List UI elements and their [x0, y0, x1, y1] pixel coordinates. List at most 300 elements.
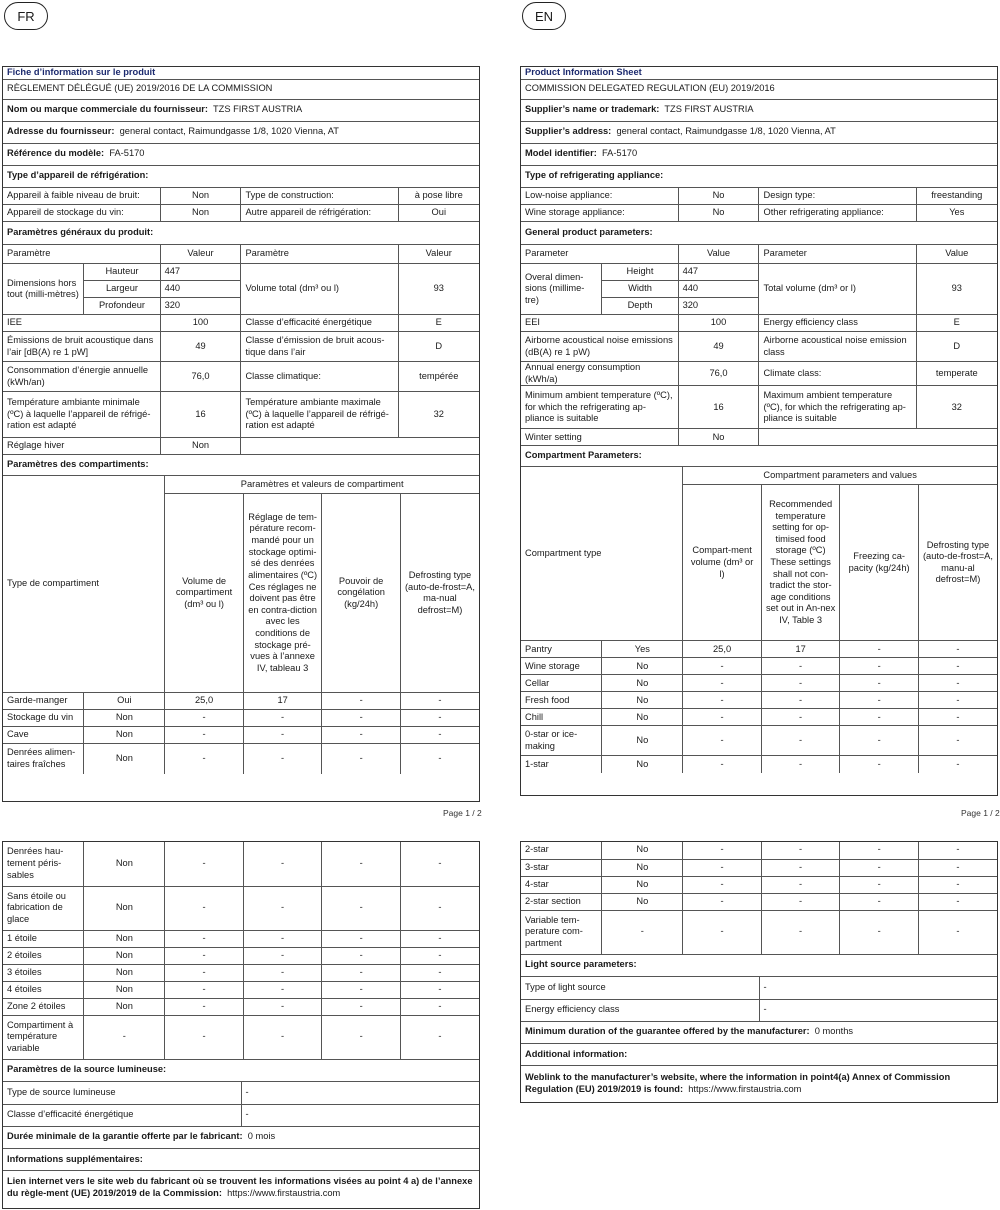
- table-cell: -: [761, 756, 840, 773]
- table-cell: Compart-ment volume (dm³ or l): [683, 485, 762, 641]
- table-cell: -: [761, 842, 840, 859]
- table-cell: Depth: [602, 298, 678, 315]
- table-cell: -: [683, 910, 762, 954]
- table-cell: -: [918, 842, 997, 859]
- compartment-name: 3 étoiles: [3, 964, 84, 981]
- fr-weblink-cell: [3, 1171, 479, 1205]
- en-sheet-page-2: [520, 841, 998, 1103]
- compartment-name: Garde-manger: [3, 693, 84, 710]
- table-cell: temperate: [916, 362, 997, 386]
- table-cell: -: [918, 910, 997, 954]
- table-cell: -: [918, 692, 997, 709]
- table-cell: Classe d’efficacité énergétique: [3, 1104, 241, 1126]
- table-cell: -: [241, 1104, 479, 1126]
- table-cell: -: [322, 981, 401, 998]
- table-cell: No: [602, 842, 683, 859]
- en-sheet-page-1: [520, 66, 998, 796]
- table-cell: -: [761, 893, 840, 910]
- table-cell: -: [840, 641, 919, 658]
- lang-badge-fr: [4, 2, 48, 30]
- table-cell: Type de construction:: [241, 188, 398, 205]
- fr-guarantee-row-cell: [3, 1127, 479, 1149]
- table-cell: -: [761, 675, 840, 692]
- table-cell: Width: [602, 281, 678, 298]
- table-cell: Réglage de tem-pérature recom-mandé pour un stockage optimi-sé des denrées alimentaires (ºC) Ces réglages ne doivent pas être en contra-diction avec les conditions de stockage pré-vues à l’annexe IV, tableau 3: [243, 494, 322, 693]
- compartment-name: 4 étoiles: [3, 981, 84, 998]
- table-cell: -: [918, 726, 997, 756]
- table-cell: tempérée: [398, 362, 479, 392]
- table-cell: -: [322, 842, 401, 886]
- table-cell: No: [602, 692, 683, 709]
- table-cell: Compartment parameters and values: [683, 467, 997, 485]
- table-cell: -: [840, 876, 919, 893]
- en-sheet-title: Product Information Sheet: [521, 67, 997, 79]
- table-cell: Height: [602, 264, 678, 281]
- table-cell: Maximum ambient temperature (ºC), for which the refrigerating ap-pliance is suitable: [759, 386, 916, 429]
- table-cell: Yes: [916, 205, 997, 222]
- table-cell: Winter setting: [521, 429, 678, 446]
- table-cell: Type de compartiment: [3, 476, 165, 693]
- table-cell: 93: [398, 264, 479, 315]
- table-cell: -: [400, 744, 479, 774]
- table-cell: 447: [160, 264, 241, 281]
- table-cell: -: [400, 886, 479, 930]
- en-weblink[interactable]: https://www.firstaustria.com: [688, 1083, 802, 1094]
- table-cell: -: [243, 744, 322, 774]
- table-cell: Airborne acoustical noise emissions (dB(A) re 1 pW): [521, 332, 678, 362]
- fr-address-row-cell: [3, 121, 479, 143]
- compartment-name: 3-star: [521, 859, 602, 876]
- table-cell: Émissions de bruit acoustique dans l’air [dB(A) re 1 pW]: [3, 332, 160, 362]
- table-cell: E: [398, 315, 479, 332]
- table-cell: -: [322, 998, 401, 1015]
- table-row: [521, 675, 997, 692]
- en-general-heading: General product parameters:: [521, 222, 997, 244]
- table-cell: Autre appareil de réfrigération:: [241, 205, 398, 222]
- table-cell: -: [759, 977, 997, 999]
- fr-guarantee-label: Durée minimale de la garantie offerte par le fabricant:: [7, 1131, 243, 1142]
- table-cell: -: [165, 998, 244, 1015]
- table-cell: -: [322, 886, 401, 930]
- table-cell: -: [165, 981, 244, 998]
- table-cell: Defrosting type (auto-de-frost=A, manu-al defrost=M): [918, 485, 997, 641]
- fr-sheet-page-2: [2, 841, 480, 1209]
- table-cell: Other refrigerating appliance:: [759, 205, 916, 222]
- compartment-name: 0-star or ice-making: [521, 726, 602, 756]
- en-guarantee-row-cell: [521, 1022, 997, 1044]
- compartment-name: Denrées alimen-taires fraîches: [3, 744, 84, 774]
- table-cell: -: [243, 727, 322, 744]
- table-cell: Paramètre: [241, 245, 398, 264]
- compartment-name: Zone 2 étoiles: [3, 998, 84, 1015]
- table-cell: Paramètre: [3, 245, 160, 264]
- table-cell: Pouvoir de congélation (kg/24h): [322, 494, 401, 693]
- table-cell: No: [602, 658, 683, 675]
- table-cell: Climate class:: [759, 362, 916, 386]
- fr-compartment-table: [3, 476, 479, 774]
- table-cell: 93: [916, 264, 997, 315]
- table-cell: 32: [398, 392, 479, 438]
- table-cell: Non: [84, 964, 165, 981]
- table-cell: -: [243, 930, 322, 947]
- table-cell: 16: [160, 392, 241, 438]
- table-cell: -: [918, 859, 997, 876]
- table-cell: Oui: [84, 693, 165, 710]
- table-row: [3, 886, 479, 930]
- table-cell: -: [243, 1015, 322, 1059]
- fr-type-table: [3, 188, 479, 223]
- en-model-label: Model identifier:: [525, 148, 597, 159]
- table-cell: Classe d’émission de bruit acous-tique dans l’air: [241, 332, 398, 362]
- table-cell: -: [840, 675, 919, 692]
- table-row: [3, 964, 479, 981]
- table-row: [521, 726, 997, 756]
- en-header-table: [521, 67, 997, 188]
- lang-badge-en: [522, 2, 566, 30]
- en-address-value: general contact, Raimundgasse 1/8, 1020 Vienna, AT: [616, 126, 836, 137]
- table-cell: Non: [84, 998, 165, 1015]
- table-cell: -: [761, 859, 840, 876]
- table-row: [521, 692, 997, 709]
- table-cell: -: [683, 842, 762, 859]
- table-cell: -: [683, 658, 762, 675]
- table-cell: No: [602, 859, 683, 876]
- table-cell: -: [840, 859, 919, 876]
- table-cell: à pose libre: [398, 188, 479, 205]
- table-cell: -: [840, 910, 919, 954]
- compartment-name: Chill: [521, 709, 602, 726]
- table-cell: 76,0: [160, 362, 241, 392]
- table-cell: Oui: [398, 205, 479, 222]
- table-row: [3, 1015, 479, 1059]
- table-row: [521, 842, 997, 859]
- en-light-table: [521, 977, 997, 1022]
- fr-guarantee-value: 0 mois: [247, 1131, 276, 1142]
- en-weblink-label: Weblink to the manufacturer’s website, where the information in point4(a) Annex of Commission Regulation (EU) 2019/2019 is found:: [525, 1072, 951, 1094]
- en-type-heading: Type of refrigerating appliance:: [521, 165, 997, 187]
- compartment-name: Fresh food: [521, 692, 602, 709]
- table-cell: No: [678, 205, 759, 222]
- table-cell: 17: [243, 693, 322, 710]
- en-general-table: [521, 245, 997, 447]
- table-cell: 76,0: [678, 362, 759, 386]
- table-cell: Energy efficiency class: [759, 315, 916, 332]
- table-cell: -: [400, 842, 479, 886]
- table-row: [3, 930, 479, 947]
- table-cell: Freezing ca-pacity (kg/24h): [840, 485, 919, 641]
- table-cell: -: [322, 710, 401, 727]
- table-cell: -: [165, 744, 244, 774]
- fr-supplier-row-cell: [3, 99, 479, 121]
- table-cell: No: [602, 876, 683, 893]
- table-cell: -: [840, 658, 919, 675]
- compartment-name: Pantry: [521, 641, 602, 658]
- table-cell: No: [602, 726, 683, 756]
- table-cell: Non: [84, 744, 165, 774]
- table-cell: D: [398, 332, 479, 362]
- table-cell: [759, 429, 997, 446]
- table-cell: -: [243, 710, 322, 727]
- table-cell: 320: [678, 298, 759, 315]
- table-cell: 25,0: [165, 693, 244, 710]
- table-cell: -: [840, 726, 919, 756]
- table-row: [3, 744, 479, 774]
- table-cell: -: [400, 981, 479, 998]
- table-cell: Température ambiante maximale (ºC) à laquelle l’appareil de réfrigé-ration est adapté: [241, 392, 398, 438]
- fr-weblink[interactable]: https://www.firstaustria.com: [227, 1187, 341, 1198]
- table-cell: -: [840, 756, 919, 773]
- table-cell: 100: [678, 315, 759, 332]
- table-cell: Dimensions hors tout (milli-mètres): [3, 264, 84, 315]
- table-cell: No: [602, 893, 683, 910]
- fr-general-table: [3, 245, 479, 456]
- table-cell: Classe d’efficacité énergétique: [241, 315, 398, 332]
- en-guarantee-value: 0 months: [814, 1026, 854, 1037]
- table-cell: Non: [84, 947, 165, 964]
- fr-model-value: FA-5170: [109, 148, 145, 159]
- table-cell: Value: [916, 245, 997, 264]
- compartment-name: 2-star section: [521, 893, 602, 910]
- table-cell: Wine storage appliance:: [521, 205, 678, 222]
- table-cell: -: [322, 727, 401, 744]
- en-address-label: Supplier’s address:: [525, 126, 612, 137]
- table-cell: -: [683, 675, 762, 692]
- fr-page-number: Page 1 / 2: [443, 808, 482, 818]
- table-row: [521, 910, 997, 954]
- table-cell: -: [165, 964, 244, 981]
- table-cell: -: [322, 693, 401, 710]
- table-cell: Non: [160, 205, 241, 222]
- table-cell: -: [761, 876, 840, 893]
- table-cell: -: [165, 727, 244, 744]
- table-cell: -: [683, 692, 762, 709]
- table-cell: -: [243, 964, 322, 981]
- table-row: [3, 842, 479, 886]
- table-cell: Annual energy consumption (kWh/a): [521, 362, 678, 386]
- table-cell: EEI: [521, 315, 678, 332]
- fr-address-value: general contact, Raimundgasse 1/8, 1020 Vienna, AT: [119, 126, 339, 137]
- compartment-name: 2-star: [521, 842, 602, 859]
- en-supplier-row-cell: [521, 99, 997, 121]
- en-weblink-cell: [521, 1066, 997, 1102]
- table-cell: Largeur: [84, 281, 160, 298]
- compartment-name: Cave: [3, 727, 84, 744]
- table-cell: Température ambiante minimale (ºC) à laquelle l’appareil de réfrigé-ration est adapté: [3, 392, 160, 438]
- fr-supplier-value: TZS FIRST AUSTRIA: [212, 104, 303, 115]
- table-cell: -: [243, 981, 322, 998]
- table-cell: -: [400, 947, 479, 964]
- table-cell: -: [165, 947, 244, 964]
- table-cell: -: [761, 910, 840, 954]
- table-cell: Réglage hiver: [3, 438, 160, 455]
- table-cell: -: [165, 710, 244, 727]
- table-cell: Energy efficiency class: [521, 999, 759, 1021]
- en-compartment-table-2: [521, 842, 997, 955]
- en-guarantee-label: Minimum duration of the guarantee offered by the manufacturer:: [525, 1026, 810, 1037]
- table-cell: Total volume (dm³ or l): [759, 264, 916, 315]
- table-cell: -: [243, 998, 322, 1015]
- table-cell: -: [683, 859, 762, 876]
- table-row: [521, 876, 997, 893]
- compartment-name: 2 étoiles: [3, 947, 84, 964]
- en-type-table: [521, 188, 997, 223]
- table-cell: -: [322, 947, 401, 964]
- table-cell: 440: [678, 281, 759, 298]
- table-cell: -: [761, 726, 840, 756]
- table-cell: -: [84, 1015, 165, 1059]
- fr-model-row-cell: [3, 143, 479, 165]
- fr-supplier-label: Nom ou marque commerciale du fournisseur:: [7, 104, 208, 115]
- table-cell: -: [400, 710, 479, 727]
- table-cell: -: [400, 1015, 479, 1059]
- table-cell: -: [759, 999, 997, 1021]
- table-cell: 100: [160, 315, 241, 332]
- table-cell: -: [761, 709, 840, 726]
- fr-model-label: Référence du modèle:: [7, 148, 105, 159]
- table-cell: No: [602, 675, 683, 692]
- table-cell: -: [243, 842, 322, 886]
- table-cell: 17: [761, 641, 840, 658]
- en-supplier-value: TZS FIRST AUSTRIA: [664, 104, 754, 115]
- table-cell: Classe climatique:: [241, 362, 398, 392]
- fr-header-table: [3, 67, 479, 188]
- table-cell: -: [683, 709, 762, 726]
- table-cell: 32: [916, 386, 997, 429]
- en-additional-heading: Additional information:: [521, 1044, 997, 1066]
- table-cell: -: [400, 930, 479, 947]
- table-cell: -: [840, 893, 919, 910]
- table-cell: 320: [160, 298, 241, 315]
- table-cell: No: [602, 756, 683, 773]
- en-compartment-heading: Compartment Parameters:: [521, 446, 997, 466]
- table-cell: Non: [84, 981, 165, 998]
- table-cell: No: [602, 709, 683, 726]
- table-cell: -: [165, 1015, 244, 1059]
- table-cell: 49: [678, 332, 759, 362]
- table-cell: Profondeur: [84, 298, 160, 315]
- table-cell: Hauteur: [84, 264, 160, 281]
- lang-en-label: EN: [534, 8, 554, 24]
- fr-compartment-heading: Paramètres des compartiments:: [3, 455, 479, 475]
- table-cell: -: [683, 893, 762, 910]
- table-cell: -: [918, 893, 997, 910]
- table-cell: -: [840, 842, 919, 859]
- en-page-number: Page 1 / 2: [961, 808, 1000, 818]
- en-address-row-cell: [521, 121, 997, 143]
- table-cell: 440: [160, 281, 241, 298]
- table-cell: -: [840, 692, 919, 709]
- table-cell: Design type:: [759, 188, 916, 205]
- fr-compartment-table-2: [3, 842, 479, 1060]
- compartment-name: Compartiment à température variable: [3, 1015, 84, 1059]
- table-row: [521, 859, 997, 876]
- table-row: [521, 756, 997, 773]
- table-cell: Non: [84, 727, 165, 744]
- fr-type-heading: Type d’appareil de réfrigération:: [3, 165, 479, 187]
- table-cell: Compartment type: [521, 467, 683, 641]
- compartment-name: Stockage du vin: [3, 710, 84, 727]
- en-model-row-cell: [521, 143, 997, 165]
- table-cell: -: [683, 726, 762, 756]
- compartment-name: 4-star: [521, 876, 602, 893]
- table-cell: -: [165, 886, 244, 930]
- en-compartment-table: [521, 467, 997, 773]
- table-cell: Airborne acoustical noise emission class: [759, 332, 916, 362]
- fr-sheet-title: Fiche d’information sur le produit: [3, 67, 479, 79]
- fr-general-heading: Paramètres généraux du produit:: [3, 222, 479, 244]
- table-cell: -: [602, 910, 683, 954]
- table-row: [521, 658, 997, 675]
- table-cell: Volume de compartiment (dm³ ou l): [165, 494, 244, 693]
- table-cell: D: [916, 332, 997, 362]
- table-cell: -: [918, 756, 997, 773]
- table-cell: E: [916, 315, 997, 332]
- fr-regulation: RÈGLEMENT DÉLÉGUÉ (UE) 2019/2016 DE LA COMMISSION: [3, 79, 479, 99]
- table-cell: Overal dimen-sions (millime-tre): [521, 264, 602, 315]
- compartment-name: 1-star: [521, 756, 602, 773]
- table-cell: -: [683, 756, 762, 773]
- table-cell: Defrosting type (auto-de-frost=A, ma-nual defrost=M): [400, 494, 479, 693]
- table-cell: -: [918, 709, 997, 726]
- compartment-name: 1 étoile: [3, 930, 84, 947]
- table-cell: -: [165, 842, 244, 886]
- table-cell: Low-noise appliance:: [521, 188, 678, 205]
- fr-sheet-page-1: [2, 66, 480, 802]
- table-cell: Valeur: [160, 245, 241, 264]
- table-cell: Non: [160, 438, 241, 455]
- table-cell: Non: [84, 842, 165, 886]
- fr-address-label: Adresse du fournisseur:: [7, 126, 115, 137]
- table-cell: Valeur: [398, 245, 479, 264]
- table-cell: Appareil de stockage du vin:: [3, 205, 160, 222]
- fr-light-table: [3, 1082, 479, 1127]
- compartment-name: Sans étoile ou fabrication de glace: [3, 886, 84, 930]
- table-cell: -: [241, 1082, 479, 1104]
- table-row: [3, 947, 479, 964]
- table-cell: -: [400, 727, 479, 744]
- table-cell: -: [918, 675, 997, 692]
- table-row: [521, 709, 997, 726]
- table-row: [3, 693, 479, 710]
- table-cell: Non: [84, 886, 165, 930]
- table-cell: -: [322, 1015, 401, 1059]
- table-cell: -: [165, 930, 244, 947]
- table-cell: No: [678, 188, 759, 205]
- table-cell: Paramètres et valeurs de compartiment: [165, 476, 479, 494]
- table-cell: -: [322, 964, 401, 981]
- table-cell: -: [243, 886, 322, 930]
- table-row: [521, 893, 997, 910]
- table-cell: Volume total (dm³ ou l): [241, 264, 398, 315]
- table-cell: freestanding: [916, 188, 997, 205]
- table-cell: -: [683, 876, 762, 893]
- table-cell: Appareil à faible niveau de bruit:: [3, 188, 160, 205]
- compartment-name: Cellar: [521, 675, 602, 692]
- table-cell: Non: [160, 188, 241, 205]
- table-cell: -: [918, 876, 997, 893]
- table-cell: Type de source lumineuse: [3, 1082, 241, 1104]
- fr-light-heading: Paramètres de la source lumineuse:: [3, 1060, 479, 1082]
- table-cell: Non: [84, 710, 165, 727]
- table-cell: Consommation d’énergie annuelle (kWh/an): [3, 362, 160, 392]
- table-row: [3, 981, 479, 998]
- table-row: [3, 998, 479, 1015]
- en-light-heading: Light source parameters:: [521, 955, 997, 977]
- table-cell: Non: [84, 930, 165, 947]
- en-supplier-label: Supplier’s name or trademark:: [525, 104, 660, 115]
- table-cell: Parameter: [521, 245, 678, 264]
- en-model-value: FA-5170: [601, 148, 638, 159]
